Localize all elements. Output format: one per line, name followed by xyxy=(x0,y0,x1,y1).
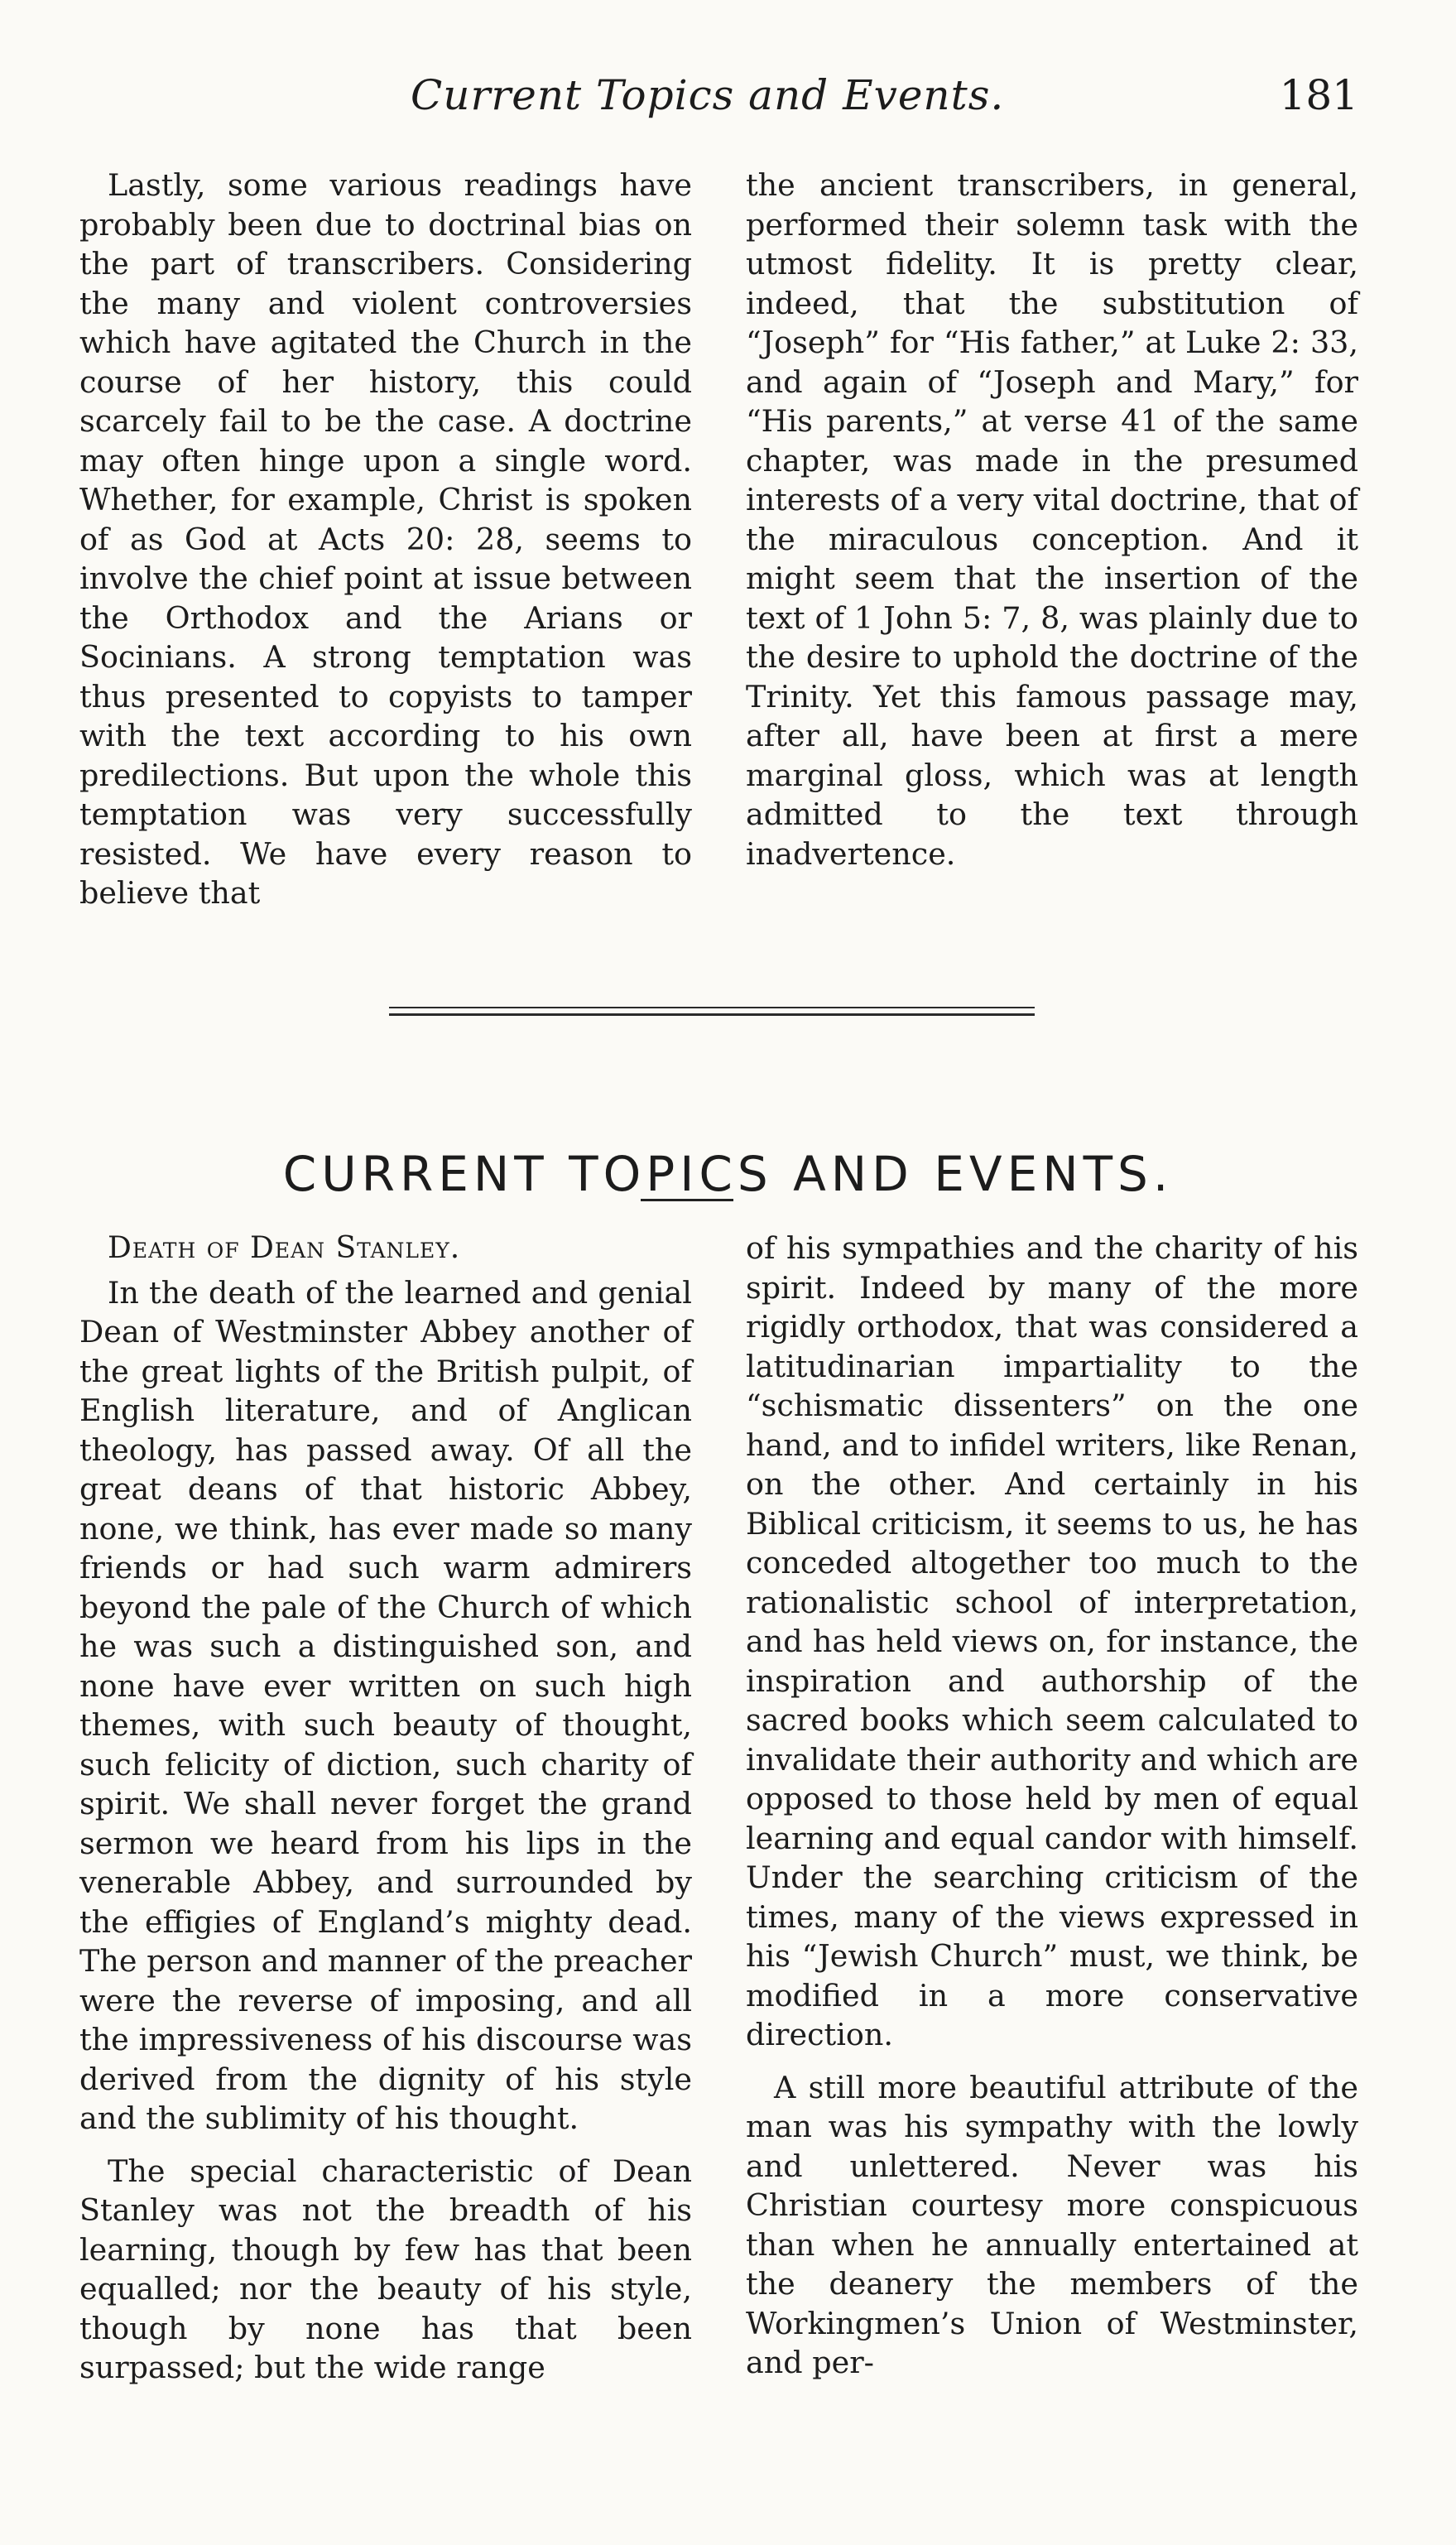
title-rule xyxy=(641,1199,733,1201)
continued-article xyxy=(79,166,1358,913)
page-number: 181 xyxy=(1279,71,1358,119)
article-death-of-dean-stanley xyxy=(79,1229,1358,2388)
left-column xyxy=(79,1229,692,2388)
running-header xyxy=(79,68,1358,134)
article-subhead: Death of Dean Stanley. xyxy=(108,1231,461,1265)
paragraph: Lastly, some various readings have probably been due to doctrinal bias on the part of transcribers. Considering the many and violent controversies which have agitated the Church in the course of her history, this could scarcely fail to be the case. A doctrine may often hinge upon a single word. Whether, for example, Christ is spoken of as God at Acts 20: 28, seems to involve the chief point at issue between the Orthodox and the Arians or Socinians. A strong temptation was thus presented to copyists to tamper with the text according to his own predilections. But upon the whole this temptation was very successfully resisted. We have every reason to believe that xyxy=(79,167,692,911)
section-divider xyxy=(389,1003,1035,1022)
paragraph: of his sympathies and the charity of his spirit. Indeed by many of the more rigidly orthodox, that was considered a latitudinarian impartiality to the “schismatic dissenters” on the one hand, and to infidel writers, like Renan, on the other. And certainly in his Biblical criticism, it seems to us, he has conceded altogether too much to the rationalistic school of interpretation, and has held views on, for instance, the inspiration and authorship of the sacred books which seem calculated to invalidate their authority and which are opposed to those held by men of equal learning and equal candor with himself. Under the searching criticism of the times, many of the views expressed in his “Jewish Church” must, we think, be modified in a more conservative direction. xyxy=(746,1230,1358,2052)
right-column xyxy=(746,1229,1358,2388)
running-title: Current Topics and Events. xyxy=(411,71,1005,119)
paragraph: In the death of the learned and genial Dean of Westminster Abbey another of the great lights of the British pulpit, of English literature, and of Anglican theology, has passed away. Of all the great deans of that historic Abbey, none, we think, has ever made so many friends or had such warm admirers beyond the pale of the Church of which he was such a distinguished son, and none have ever written on such high themes, with such beauty of thought, such felicity of diction, such charity of spirit. We shall never forget the grand sermon we heard from his lips in the venerable Abbey, and surrounded by the effigies of England’s mighty dead. The person and manner of the preacher were the reverse of imposing, and all the impressiveness of his discourse was derived from the dignity of his style and the sublimity of his thought. xyxy=(79,1274,692,2136)
section-title: CURRENT TOPICS AND EVENTS. xyxy=(282,1145,1174,1202)
paragraph: the ancient transcribers, in general, performed their solemn task with the utmost fidelity. It is pretty clear, indeed, that the substitution of “Joseph” for “His father,” at Luke 2: 33, and again of “Joseph and Mary,” for “His parents,” at verse 41 of the same chapter, was made in the presumed interests of a very vital doctrine, that of the miraculous conception. And it might seem that the insertion of the text of 1 John 5: 7, 8, was plainly due to the desire to uphold the doctrine of the Trinity. Yet this famous passage may, after all, have been at first a mere marginal gloss, which was at length admitted to the text through inadvertence. xyxy=(746,167,1358,872)
paragraph: A still more beautiful attribute of the man was his sympathy with the lowly and unlettered. Never was his Christian courtesy more conspicuous than when he annually entertained at the deanery the members of the Workingmen’s Union of Westminster, and per- xyxy=(746,2069,1358,2380)
left-column xyxy=(79,166,692,913)
paragraph: The special characteristic of Dean Stanley was not the breadth of his learning, though by few has that been equalled; nor the beauty of his style, though by none has that been surpassed; but the wide range xyxy=(79,2153,692,2385)
right-column xyxy=(746,166,1358,913)
